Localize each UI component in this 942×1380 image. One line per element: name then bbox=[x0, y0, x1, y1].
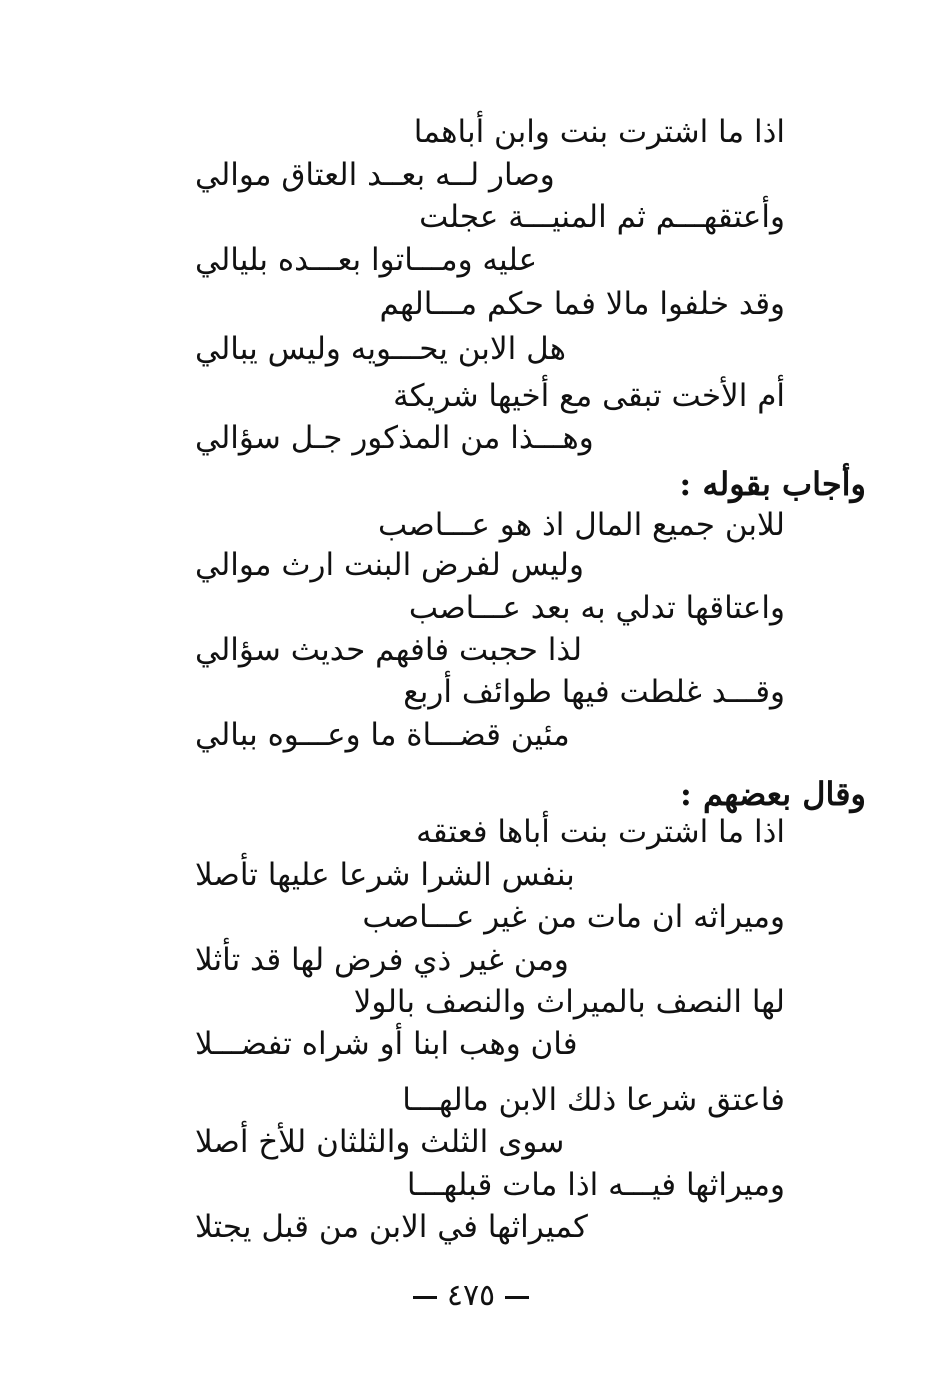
verse-line: أم الأخت تبقى مع أخيها شريكة bbox=[393, 378, 785, 414]
verse-line: اذا ما اشترت بنت وابن أباهما bbox=[413, 114, 785, 150]
verse-line: سوى الثلث والثلثان للأخ أصلا bbox=[195, 1124, 565, 1160]
verse-line: عليه ومـــاتوا بعـــده بليالي bbox=[195, 242, 538, 278]
verse-line: لذا حجبت فافهم حديث سؤالي bbox=[195, 632, 583, 668]
verse-line: اذا ما اشترت بنت أباها فعتقه bbox=[416, 814, 785, 850]
verse-line: هل الابن يحـــويه وليس يبالي bbox=[195, 331, 566, 367]
verse-line: وقد خلفوا مالا فما حكم مـــالهم bbox=[379, 286, 785, 322]
verse-line: وصار لــه بعــد العتاق موالي bbox=[195, 157, 555, 193]
verse-line: لها النصف بالميراث والنصف بالولا bbox=[353, 984, 785, 1020]
verse-line: واعتاقها تدلي به بعد عـــاصب bbox=[408, 590, 785, 626]
verse-line: وليس لفرض البنت ارث موالي bbox=[195, 547, 584, 583]
verse-line: وميراثه ان مات من غير عـــاصب bbox=[362, 899, 785, 935]
dash-left bbox=[505, 1296, 529, 1299]
verse-line: للابن جميع المال اذ هو عـــاصب bbox=[377, 507, 785, 543]
verse-line: وميراثها فيـــه اذا مات قبلهـــا bbox=[406, 1167, 785, 1203]
dash-right bbox=[413, 1296, 437, 1299]
section-heading: وأجاب بقوله : bbox=[679, 465, 866, 503]
verse-line: فان وهب ابنا أو شراه تفضـــلا bbox=[195, 1026, 578, 1062]
verse-line: فاعتق شرعا ذلك الابن مالهـــا bbox=[402, 1082, 785, 1118]
page-number-text: ٤٧٥ bbox=[446, 1278, 496, 1313]
verse-line: بنفس الشرا شرعا عليها تأصلا bbox=[195, 857, 575, 893]
page-number bbox=[0, 1276, 942, 1316]
verse-line: مئين قضـــاة ما وعـــوه ببالي bbox=[195, 717, 570, 753]
verse-line: كميراثها في الابن من قبل يجتلا bbox=[195, 1209, 588, 1245]
verse-line: وهـــذا من المذكور جـل سؤالي bbox=[195, 420, 594, 456]
verse-line: وقـــد غلطت فيها طوائف أربع bbox=[403, 674, 785, 710]
section-heading: وقال بعضهم : bbox=[680, 775, 866, 813]
verse-line: وأعتقهـــم ثم المنيـــة عجلت bbox=[419, 199, 785, 235]
verse-line: ومن غير ذي فرض لها قد تأثلا bbox=[195, 942, 569, 978]
